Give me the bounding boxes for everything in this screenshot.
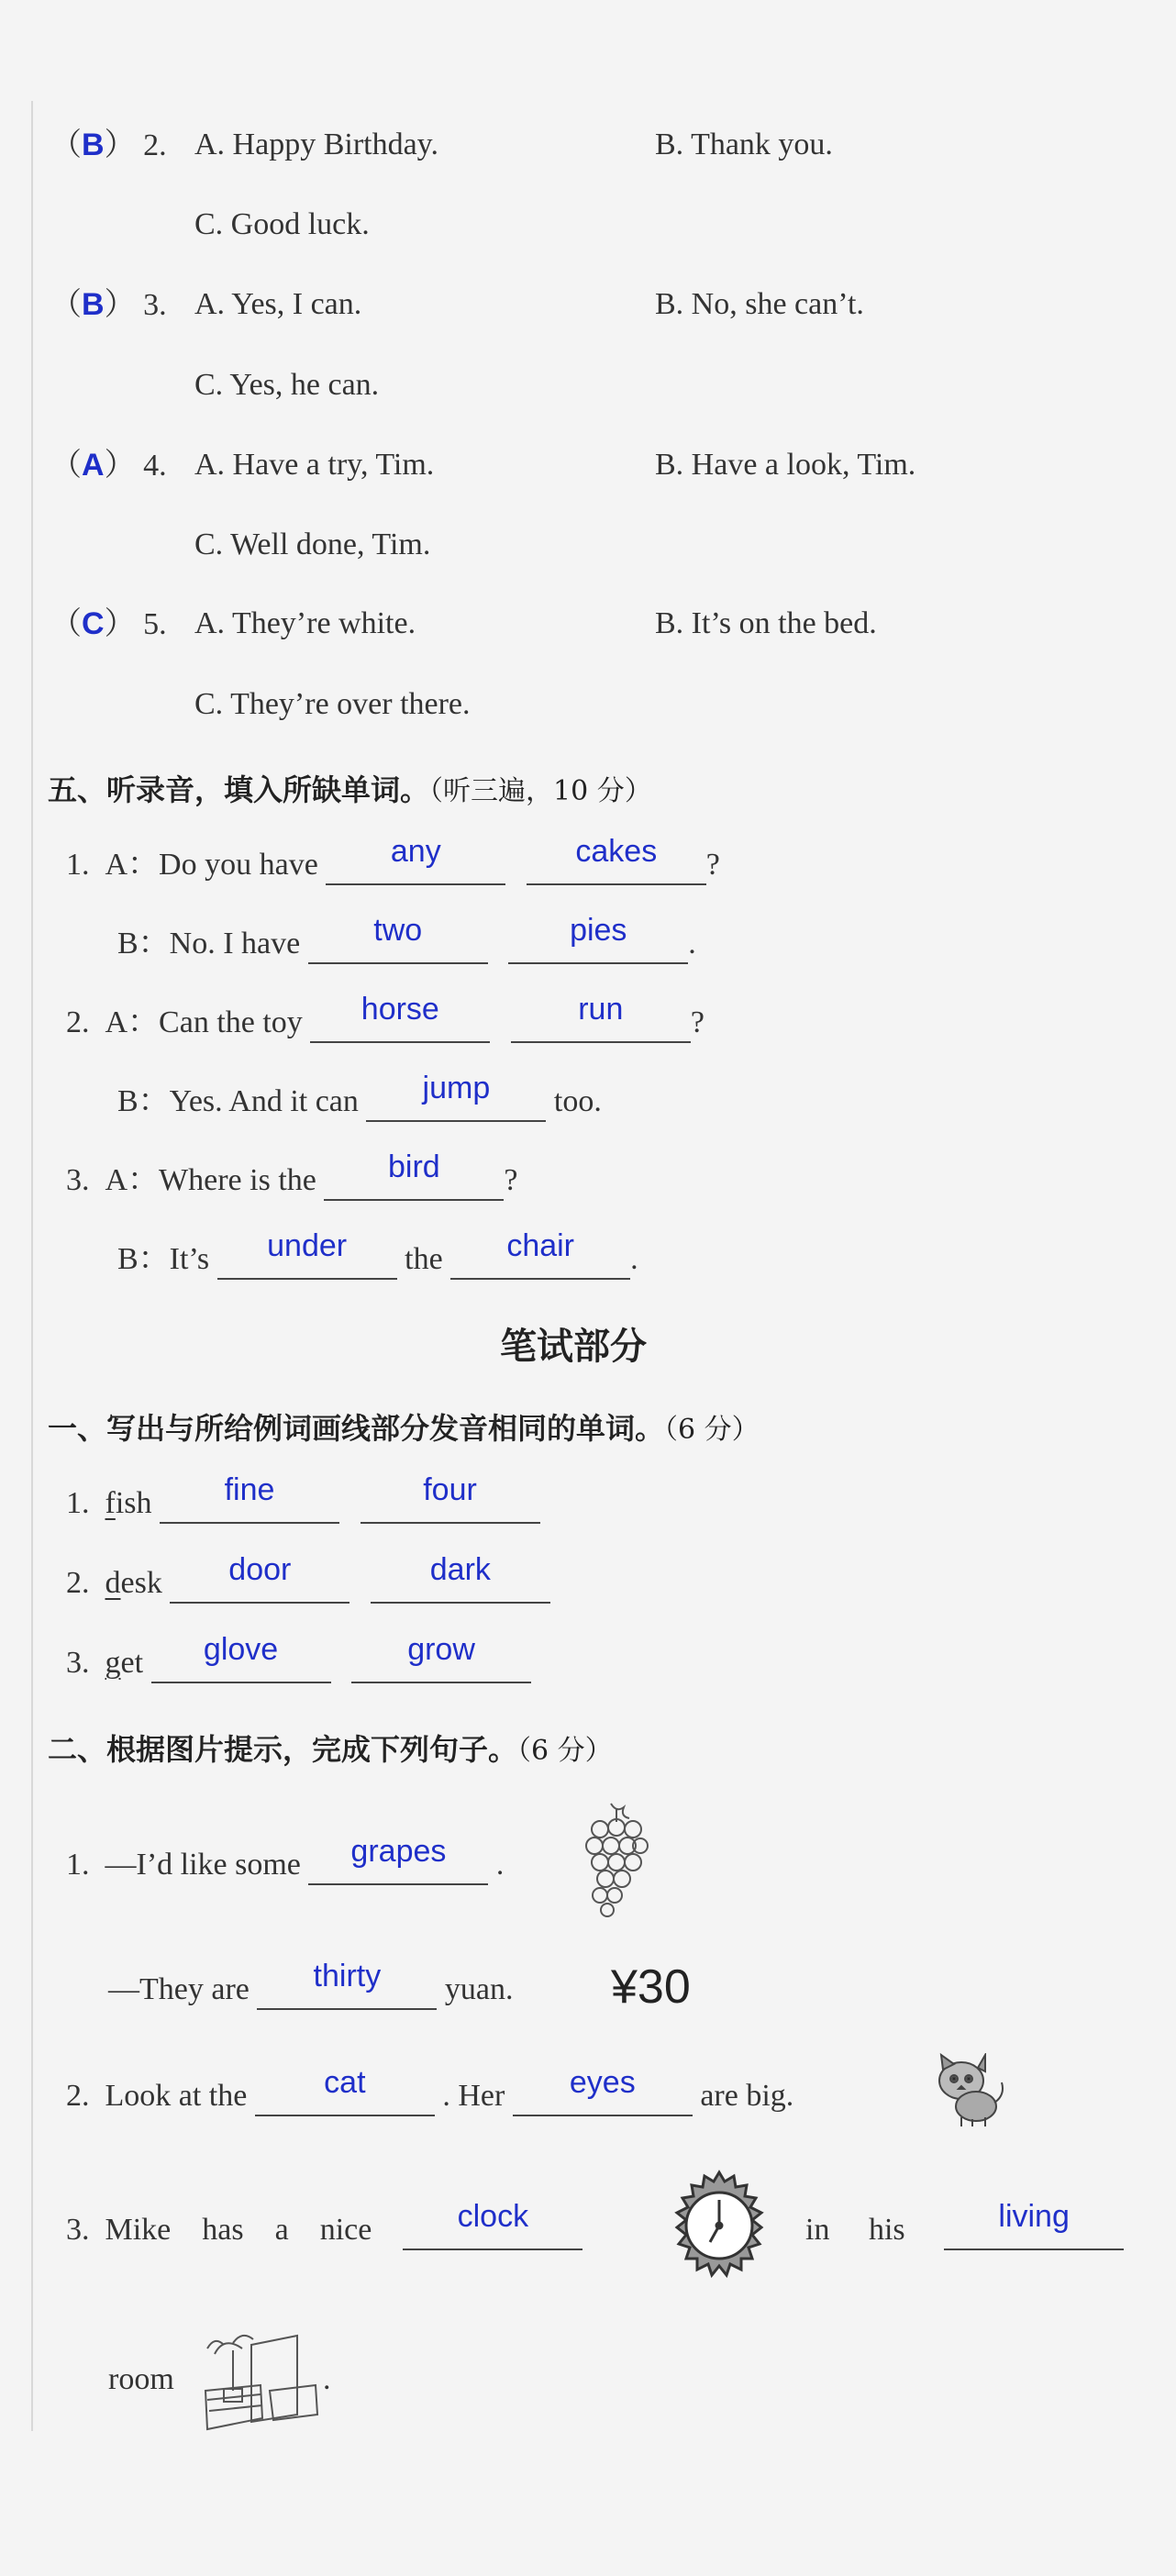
sec2-q3-line1: 3. Mike has a nice clock bbox=[66, 2211, 582, 2250]
sec1-heading: 一、写出与所给例词画线部分发音相同的单词。（6 分） bbox=[48, 1411, 760, 1446]
mc-question-4: （A） 4. bbox=[50, 448, 167, 483]
part5-q1-a: 1. A：Do you have any cakes ? bbox=[66, 846, 720, 885]
part5-q2-a: 2. A：Can the toy horse run ? bbox=[66, 1004, 704, 1043]
mc-option-c: C. They’re over there. bbox=[194, 687, 471, 721]
sec2-q3-line1-end: in his living bbox=[805, 2211, 1124, 2250]
sec2-q3-end: . bbox=[323, 2362, 331, 2396]
mc-question-5: （C） 5. bbox=[50, 606, 167, 641]
answer-blank: living bbox=[944, 2211, 1124, 2250]
part5-heading: 五、听录音，填入所缺单词。（听三遍，10 分） bbox=[48, 772, 652, 807]
sec2-q3-line2: room bbox=[108, 2362, 174, 2396]
sec1-item-3: 3. get glove grow bbox=[66, 1644, 531, 1683]
sec2-heading: 二、根据图片提示，完成下列句子。（6 分） bbox=[48, 1732, 613, 1767]
mc-option-a: A. Happy Birthday. bbox=[194, 128, 438, 161]
answer-blank: chair bbox=[450, 1240, 630, 1280]
answer-blank: grapes bbox=[308, 1846, 488, 1885]
mc-answer: B bbox=[82, 128, 105, 162]
mc-option-c: C. Well done, Tim. bbox=[194, 527, 431, 561]
mc-option-a: A. Yes, I can. bbox=[194, 287, 362, 321]
written-section-title: 笔试部分 bbox=[500, 1326, 647, 1368]
answer-blank: clock bbox=[403, 2211, 582, 2250]
answer-blank: run bbox=[511, 1004, 691, 1043]
mc-option-b: B. No, she can’t. bbox=[655, 287, 864, 321]
answer-blank: jump bbox=[366, 1083, 546, 1122]
margin-line bbox=[31, 101, 33, 2431]
answer-blank: dark bbox=[371, 1564, 550, 1604]
price-label: ¥30 bbox=[611, 1960, 691, 2014]
sec2-q1-a: 1. —I’d like some grapes . bbox=[66, 1846, 504, 1885]
sec1-item-1: 1. fish fine four bbox=[66, 1484, 540, 1524]
underlined-letter: g bbox=[105, 1646, 121, 1680]
mc-option-c: C. Yes, he can. bbox=[194, 368, 380, 402]
mc-option-c: C. Good luck. bbox=[194, 207, 370, 241]
part5-q3-a: 3. A：Where is the bird ? bbox=[66, 1161, 517, 1201]
answer-blank: door bbox=[170, 1564, 349, 1604]
mc-option-a: A. Have a try, Tim. bbox=[194, 448, 435, 482]
sec1-item-2: 2. desk door dark bbox=[66, 1564, 550, 1604]
mc-answer: C bbox=[82, 606, 105, 641]
answer-blank: cat bbox=[255, 2077, 435, 2116]
answer-blank: horse bbox=[310, 1004, 490, 1043]
answer-blank: under bbox=[217, 1240, 397, 1280]
answer-blank: any bbox=[326, 846, 505, 885]
underlined-letter: d bbox=[105, 1566, 121, 1600]
answer-blank: glove bbox=[151, 1644, 331, 1683]
part5-q3-b: B：It’s under the chair . bbox=[117, 1240, 638, 1280]
mc-option-b: B. Have a look, Tim. bbox=[655, 448, 916, 482]
mc-question-2: （B） 2. bbox=[50, 128, 167, 162]
mc-answer: A bbox=[82, 448, 105, 483]
answer-blank: four bbox=[361, 1484, 540, 1524]
part5-q2-b: B：Yes. And it can jump too. bbox=[117, 1083, 602, 1122]
living-room-icon bbox=[196, 2326, 334, 2437]
clock-icon bbox=[662, 2169, 776, 2282]
answer-blank: fine bbox=[160, 1484, 339, 1524]
answer-blank: grow bbox=[351, 1644, 531, 1683]
mc-option-a: A. They’re white. bbox=[194, 606, 416, 640]
grapes-icon bbox=[580, 1800, 653, 1921]
part5-q1-b: B：No. I have two pies . bbox=[117, 925, 696, 964]
answer-blank: bird bbox=[324, 1161, 504, 1201]
answer-blank: eyes bbox=[513, 2077, 693, 2116]
underlined-letter: f bbox=[105, 1486, 116, 1520]
mc-option-b: B. It’s on the bed. bbox=[655, 606, 877, 640]
mc-option-b: B. Thank you. bbox=[655, 128, 833, 161]
mc-answer: B bbox=[82, 287, 105, 322]
mc-question-3: （B） 3. bbox=[50, 287, 167, 322]
cat-icon bbox=[934, 2053, 1005, 2128]
answer-blank: thirty bbox=[257, 1971, 437, 2010]
answer-blank: pies bbox=[508, 925, 688, 964]
sec2-q1-b: —They are thirty yuan. bbox=[108, 1971, 513, 2010]
sec2-q2: 2. Look at the cat . Her eyes are big. bbox=[66, 2077, 793, 2116]
answer-blank: cakes bbox=[527, 846, 706, 885]
answer-blank: two bbox=[308, 925, 488, 964]
